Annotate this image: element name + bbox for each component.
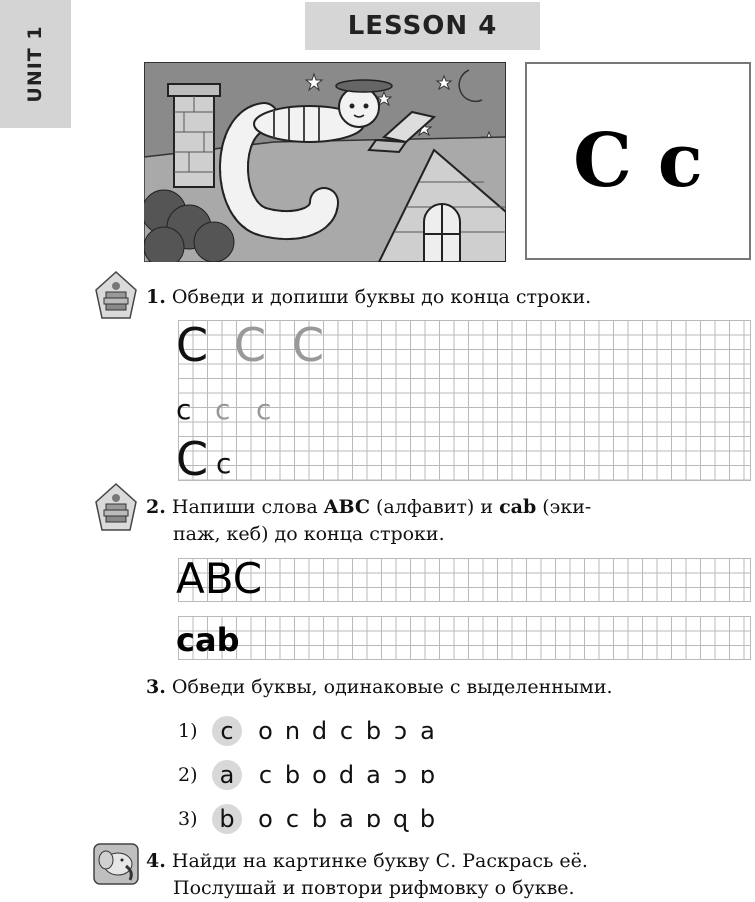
sample-letter-c: c (176, 393, 192, 426)
word-cab: cab (176, 621, 240, 659)
exercise-4-number: 4. (146, 850, 166, 872)
letter-option[interactable]: c (285, 805, 300, 833)
trace-letter-C: C (292, 318, 325, 372)
trace-letter-C: C (234, 318, 267, 372)
exercise-4-line-1 (146, 848, 751, 875)
letter-row-2 (178, 760, 441, 790)
letter-option[interactable]: a (420, 717, 435, 745)
writing-grid-abc[interactable] (176, 554, 751, 603)
exercise-2-text-a: Напиши слова (171, 496, 324, 518)
exercise-4-line-2: Послушай и повтори рифмовку о букве. (173, 877, 575, 899)
unit-label: UNIT 1 (24, 25, 46, 103)
letter-option[interactable]: b (284, 761, 301, 789)
letter-card: C c (525, 62, 751, 260)
letter-option[interactable]: ɋ (392, 805, 409, 833)
highlighted-letter: c (212, 716, 242, 746)
exercise-2-instruction (146, 494, 751, 548)
exercise-2-text-c: (эки- (536, 496, 592, 518)
elephant-icon (92, 842, 140, 886)
letter-option[interactable]: ɔ (393, 717, 408, 745)
exercise-2-text-b: (алфавит) и (369, 496, 500, 518)
letter-option[interactable]: o (258, 717, 273, 745)
exercise-1-number: 1. (146, 286, 166, 308)
exercise-1-instruction (146, 284, 746, 311)
letter-options (252, 805, 441, 833)
sample-letter-c: c (216, 447, 232, 480)
sample-letter-C: C (176, 432, 209, 486)
lesson-title: LESSON 4 (305, 2, 540, 50)
letter-options (252, 761, 441, 789)
letter-option[interactable]: o (258, 805, 273, 833)
exercise-2-word-cab: cab (499, 496, 537, 518)
highlighted-letter: a (212, 760, 242, 790)
letter-option[interactable]: a (366, 761, 381, 789)
cat-illustration (144, 62, 506, 262)
letter-row-3 (178, 804, 441, 834)
book-stack-icon (92, 270, 140, 322)
letter-option[interactable]: b (419, 805, 436, 833)
trace-letter-c: c (215, 393, 231, 426)
exercise-4-instruction (146, 848, 751, 902)
exercise-3-number: 3. (146, 676, 166, 698)
letter-option[interactable]: ɔ (393, 761, 408, 789)
writing-grid-cab[interactable] (178, 616, 751, 660)
word-ABC: ABC (176, 554, 263, 603)
letter-option[interactable]: d (311, 717, 328, 745)
letter-option[interactable]: b (365, 717, 382, 745)
exercise-3-text: Обведи буквы, одинаковые с выделенными. (171, 676, 613, 698)
letter-option[interactable]: ɒ (365, 805, 382, 833)
letter-option[interactable]: ɒ (419, 761, 436, 789)
trace-letter-c: c (256, 393, 272, 426)
exercise-2-line-1 (146, 494, 751, 521)
row-label: 1) (178, 720, 198, 742)
letter-option[interactable]: o (312, 761, 327, 789)
letter-option[interactable]: d (338, 761, 355, 789)
exercise-3-instruction (146, 674, 746, 701)
unit-tab (0, 0, 71, 128)
letter-option[interactable]: n (284, 717, 301, 745)
letter-option[interactable]: b (311, 805, 328, 833)
letter-option[interactable]: c (339, 717, 354, 745)
exercise-1-text: Обведи и допиши буквы до конца строки. (171, 286, 592, 308)
exercise-2-line-2: паж, кеб) до конца строки. (173, 523, 445, 545)
exercise-4-text-1: Найди на картинке букву С. Раскрась её. (171, 850, 588, 872)
letter-options (252, 717, 441, 745)
letter-option[interactable]: c (258, 761, 273, 789)
exercise-2-word-abc: ABC (323, 496, 370, 518)
highlighted-letter: b (212, 804, 242, 834)
letter-row-1 (178, 716, 441, 746)
row-label: 3) (178, 808, 198, 830)
letter-option[interactable]: a (339, 805, 354, 833)
row-label: 2) (178, 764, 198, 786)
exercise-2-number: 2. (146, 496, 166, 518)
book-stack-icon (92, 482, 140, 534)
sample-letter-C: C (176, 318, 209, 372)
